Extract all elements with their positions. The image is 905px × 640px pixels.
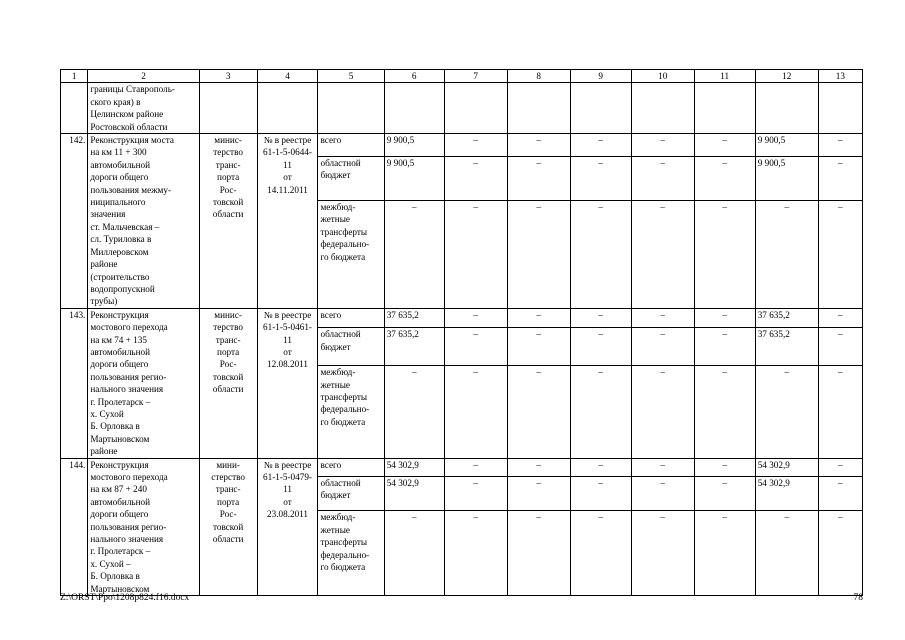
empty-cell	[507, 83, 570, 134]
value-cell: –	[818, 511, 862, 596]
budget-table	[60, 69, 863, 596]
header-cell: 9	[570, 70, 631, 83]
value-cell: –	[384, 201, 444, 309]
header-cell: 12	[755, 70, 818, 83]
funding-source-cell: областной бюджет	[318, 328, 384, 366]
value-cell: –	[570, 156, 631, 200]
empty-cell	[818, 83, 862, 134]
object-name-cell: границы Ставрополь- ского края) в Целинском районе Ростовской области	[88, 83, 199, 134]
value-cell: –	[570, 476, 631, 511]
header-row	[61, 70, 863, 83]
value-cell: –	[631, 366, 694, 458]
row-number-cell: 144.	[61, 458, 88, 595]
value-cell: –	[444, 201, 507, 309]
header-cell: 7	[444, 70, 507, 83]
value-cell: –	[694, 134, 755, 157]
value-cell: –	[755, 201, 818, 309]
value-cell: –	[507, 201, 570, 309]
continuation-row	[61, 83, 863, 134]
object-name-cell: Реконструкция моста на км 11 + 300 автомобильной дороги общего пользования межму- ниципального значения ст. Мальчевская – сл. Туриловка в Миллеровском районе (строительство водопропускной трубы)	[88, 134, 199, 309]
value-cell: –	[631, 511, 694, 596]
value-cell: –	[694, 458, 755, 476]
registry-doc-cell: № в реестре 61-1-5-0461- 11 от 12.08.2011	[257, 308, 318, 458]
empty-cell	[694, 83, 755, 134]
header-cell: 1	[61, 70, 88, 83]
value-cell: –	[694, 511, 755, 596]
value-cell: –	[570, 201, 631, 309]
value-cell: –	[507, 308, 570, 328]
value-cell: –	[570, 134, 631, 157]
value-cell: –	[507, 511, 570, 596]
table-row	[61, 458, 863, 476]
value-cell: 37 635,2	[755, 328, 818, 366]
value-cell: –	[818, 328, 862, 366]
header-cell: 10	[631, 70, 694, 83]
value-cell: 37 635,2	[755, 308, 818, 328]
value-cell: –	[818, 308, 862, 328]
header-cell: 3	[199, 70, 257, 83]
value-cell: 9 900,5	[755, 134, 818, 157]
value-cell: 54 302,9	[755, 458, 818, 476]
footer-file-path: Z:\ORST\Ppo\1208p824.f16.docx	[60, 593, 190, 603]
empty-cell	[257, 83, 318, 134]
value-cell: –	[507, 328, 570, 366]
funding-source-cell: всего	[318, 308, 384, 328]
funding-source-cell: областной бюджет	[318, 476, 384, 511]
value-cell: –	[444, 458, 507, 476]
value-cell: –	[818, 156, 862, 200]
header-cell: 4	[257, 70, 318, 83]
value-cell: –	[570, 511, 631, 596]
empty-cell	[199, 83, 257, 134]
row-number-cell: 142.	[61, 134, 88, 309]
header-cell: 6	[384, 70, 444, 83]
value-cell: –	[694, 366, 755, 458]
value-cell: –	[631, 476, 694, 511]
table-row	[61, 134, 863, 157]
value-cell: –	[818, 366, 862, 458]
value-cell: –	[507, 156, 570, 200]
header-cell: 5	[318, 70, 384, 83]
customer-cell: мини- стерство транс- порта Рос- товской области	[199, 458, 257, 595]
value-cell: –	[444, 366, 507, 458]
value-cell: –	[444, 328, 507, 366]
empty-cell	[755, 83, 818, 134]
value-cell: –	[755, 366, 818, 458]
value-cell: –	[818, 201, 862, 309]
registry-doc-cell: № в реестре 61-1-5-0479- 11 от 23.08.2011	[257, 458, 318, 595]
value-cell: –	[631, 328, 694, 366]
value-cell: –	[818, 134, 862, 157]
value-cell: 54 302,9	[755, 476, 818, 511]
object-name-cell: Реконструкция мостового перехода на км 74 + 135 автомобильной дороги общего пользования регио- нального значения г. Пролетарск – х. Сухой Б. Орловка в Мартыновском районе	[88, 308, 199, 458]
funding-source-cell: межбюд- жетные трансферты федерально- го бюджета	[318, 511, 384, 596]
empty-cell	[444, 83, 507, 134]
value-cell: –	[694, 201, 755, 309]
row-number-cell	[61, 83, 88, 134]
value-cell: –	[694, 476, 755, 511]
customer-cell: минис- терство транс- порта Рос- товской области	[199, 308, 257, 458]
value-cell: –	[818, 476, 862, 511]
value-cell: –	[694, 328, 755, 366]
value-cell: –	[384, 366, 444, 458]
value-cell: 9 900,5	[755, 156, 818, 200]
value-cell: –	[507, 366, 570, 458]
value-cell: –	[507, 476, 570, 511]
empty-cell	[318, 83, 384, 134]
value-cell: –	[755, 511, 818, 596]
value-cell: –	[570, 328, 631, 366]
value-cell: –	[570, 366, 631, 458]
value-cell: –	[818, 458, 862, 476]
value-cell: –	[631, 134, 694, 157]
empty-cell	[570, 83, 631, 134]
value-cell: –	[694, 156, 755, 200]
value-cell: –	[444, 134, 507, 157]
value-cell: 54 302,9	[384, 458, 444, 476]
value-cell: –	[384, 511, 444, 596]
value-cell: –	[570, 458, 631, 476]
table-row	[61, 308, 863, 328]
value-cell: –	[570, 308, 631, 328]
value-cell: –	[507, 134, 570, 157]
funding-source-cell: всего	[318, 458, 384, 476]
registry-doc-cell: № в реестре 61-1-5-0644- 11 от 14.11.2011	[257, 134, 318, 309]
object-name-cell: Реконструкция мостового перехода на км 87 + 240 автомобильной дороги общего пользования регио- нального значения г. Пролетарск – х. Сухой – Б. Орловка в Мартыновском	[88, 458, 199, 595]
value-cell: 9 900,5	[384, 134, 444, 157]
funding-source-cell: межбюд- жетные трансферты федерально- го бюджета	[318, 201, 384, 309]
value-cell: –	[444, 308, 507, 328]
empty-cell	[384, 83, 444, 134]
value-cell: –	[507, 458, 570, 476]
funding-source-cell: областной бюджет	[318, 156, 384, 200]
value-cell: 54 302,9	[384, 476, 444, 511]
empty-cell	[631, 83, 694, 134]
value-cell: –	[631, 201, 694, 309]
funding-source-cell: межбюд- жетные трансферты федерально- го бюджета	[318, 366, 384, 458]
value-cell: –	[444, 156, 507, 200]
value-cell: –	[694, 308, 755, 328]
customer-cell: минис- терство транс- порта Рос- товской области	[199, 134, 257, 309]
value-cell: 37 635,2	[384, 328, 444, 366]
value-cell: –	[631, 458, 694, 476]
header-cell: 13	[818, 70, 862, 83]
header-cell: 2	[88, 70, 199, 83]
header-cell: 11	[694, 70, 755, 83]
value-cell: 37 635,2	[384, 308, 444, 328]
value-cell: –	[444, 511, 507, 596]
value-cell: –	[444, 476, 507, 511]
value-cell: 9 900,5	[384, 156, 444, 200]
funding-source-cell: всего	[318, 134, 384, 157]
row-number-cell: 143.	[61, 308, 88, 458]
value-cell: –	[631, 308, 694, 328]
value-cell: –	[631, 156, 694, 200]
footer-page-number: 78	[853, 593, 863, 603]
header-cell: 8	[507, 70, 570, 83]
